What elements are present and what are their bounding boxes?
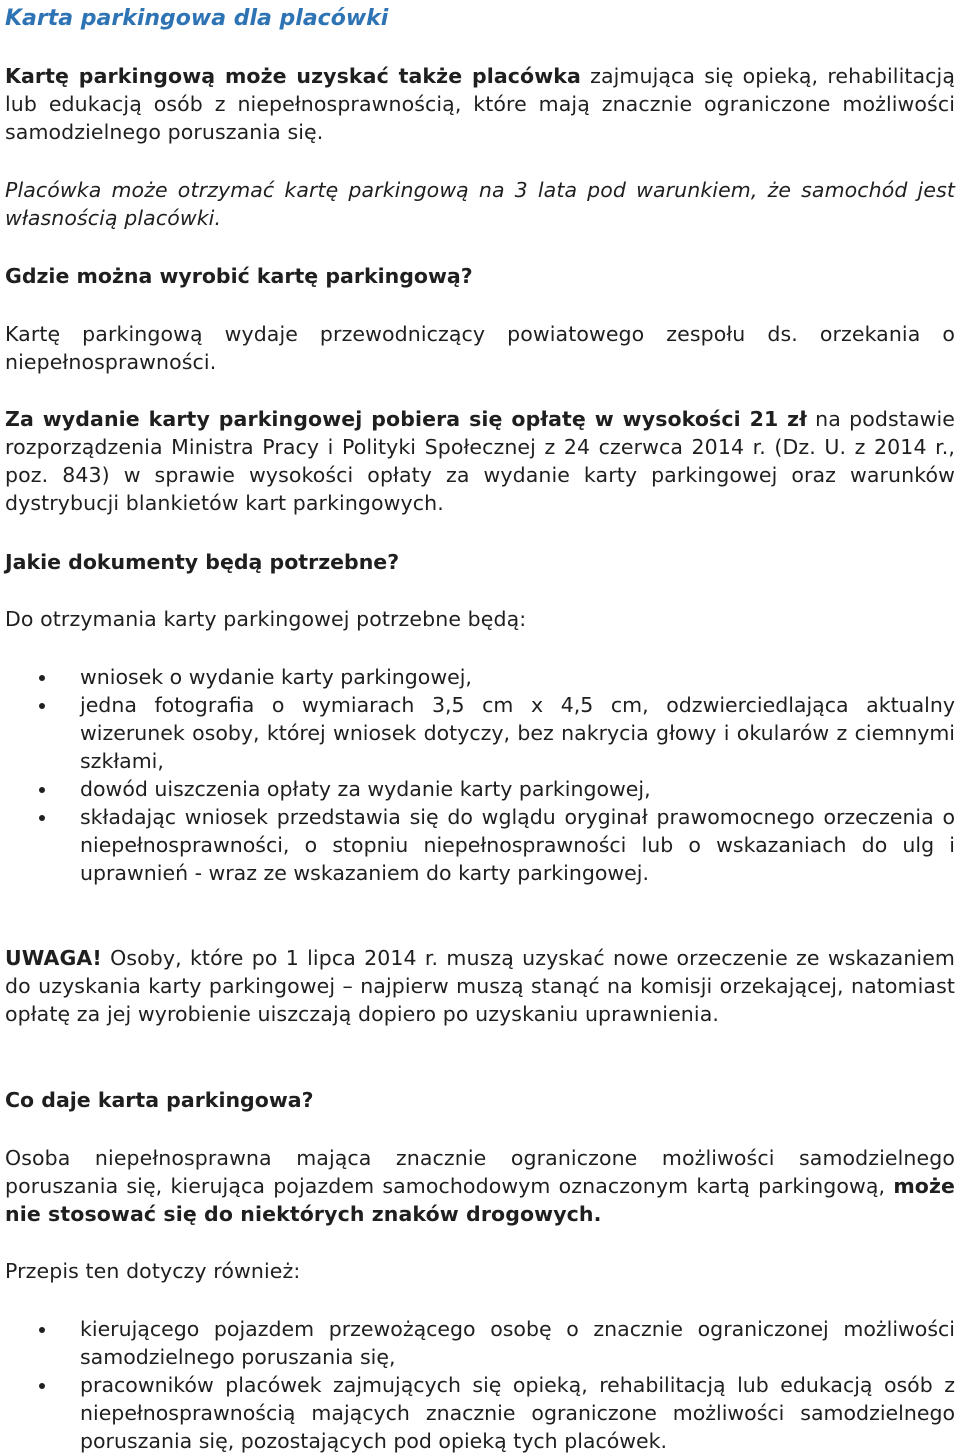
benefits-text: Osoba niepełnosprawna mająca znacznie ograniczone możliwości samodzielnego poruszania się, kierująca pojazdem samochodowym oznaczonym kartą parkingową, xyxy=(5,1146,955,1198)
intro-bold: Kartę parkingową może uzyskać także placówka xyxy=(5,64,581,88)
fee-paragraph xyxy=(5,405,955,517)
list-item: kierującego pojazdem przewożącego osobę o znacznie ograniczonej możliwości samodzielnego poruszania się, xyxy=(5,1315,955,1371)
warning-text: Osoby, które po 1 lipca 2014 r. muszą uzyskać nowe orzeczenie ze wskazaniem do uzyskania karty parkingowej – najpierw muszą stanąć na komisji orzekającej, natomiast opłatę za jej wyrobienie uiszczają dopiero po uzyskaniu uprawnienia. xyxy=(5,946,955,1026)
list-item: składając wniosek przedstawia się do wglądu oryginał prawomocnego orzeczenia o niepełnosprawności, o stopniu niepełnosprawności lub o wskazaniach do ulg i uprawnień - wraz ze wskazaniem do karty parkingowej. xyxy=(5,803,955,887)
bullet-icon xyxy=(39,1383,45,1389)
intro-rest: zajmująca się opieką, rehabilitacją lub edukacją osób z niepełnosprawnością, które mają znacznie ograniczone możliwości samodzielnego poruszania się. xyxy=(5,64,955,144)
bullet-icon xyxy=(39,787,45,793)
also-list xyxy=(5,1315,955,1455)
list-item: pracowników placówek zajmujących się opieką, rehabilitacją lub edukacją osób z niepełnosprawnością mających znacznie ograniczone możliwości samodzielnego poruszania się, pozostających pod opieką tych placówek. xyxy=(5,1371,955,1455)
page-title: Karta parkingowa dla placówki xyxy=(5,6,389,31)
fee-bold: Za wydanie karty parkingowej pobiera się opłatę w wysokości 21 zł xyxy=(5,407,807,431)
fee-rest: na podstawie rozporządzenia Ministra Pracy i Polityki Społecznej z 24 czerwca 2014 r. (Dz. U. z 2014 r., poz. 843) w sprawie wysokości opłaty za wydanie karty parkingowej oraz warunków dystrybucji blankietów kart parkingowych. xyxy=(5,407,955,515)
heading-docs: Jakie dokumenty będą potrzebne? xyxy=(5,550,400,574)
docs-list xyxy=(5,663,955,887)
docs-intro: Do otrzymania karty parkingowej potrzebne będą: xyxy=(5,607,527,631)
bullet-icon xyxy=(39,815,45,821)
warning-label: UWAGA! xyxy=(5,946,102,970)
list-item: jedna fotografia o wymiarach 3,5 cm x 4,5 cm, odzwierciedlająca aktualny wizerunek osoby, której wniosek dotyczy, bez nakrycia głowy i okularów z ciemnymi szkłami, xyxy=(5,691,955,775)
heading-where: Gdzie można wyrobić kartę parkingową? xyxy=(5,264,473,288)
heading-benefits: Co daje karta parkingowa? xyxy=(5,1088,314,1112)
where-paragraph: Kartę parkingową wydaje przewodniczący powiatowego zespołu ds. orzekania o niepełnosprawności. xyxy=(5,322,955,374)
bullet-icon xyxy=(39,703,45,709)
list-item: wniosek o wydanie karty parkingowej, xyxy=(5,663,955,691)
intro-paragraph xyxy=(5,62,955,146)
bullet-icon xyxy=(39,1327,45,1333)
benefits-bold: może nie stosować się do niektórych znaków drogowych. xyxy=(5,1174,955,1226)
also-intro: Przepis ten dotyczy również: xyxy=(5,1259,301,1283)
warning-paragraph xyxy=(5,944,955,1028)
benefits-paragraph xyxy=(5,1144,955,1228)
bullet-icon xyxy=(39,675,45,681)
italic-note: Placówka może otrzymać kartę parkingową na 3 lata pod warunkiem, że samochód jest własnością placówki. xyxy=(5,178,955,230)
list-item: dowód uiszczenia opłaty za wydanie karty parkingowej, xyxy=(5,775,955,803)
